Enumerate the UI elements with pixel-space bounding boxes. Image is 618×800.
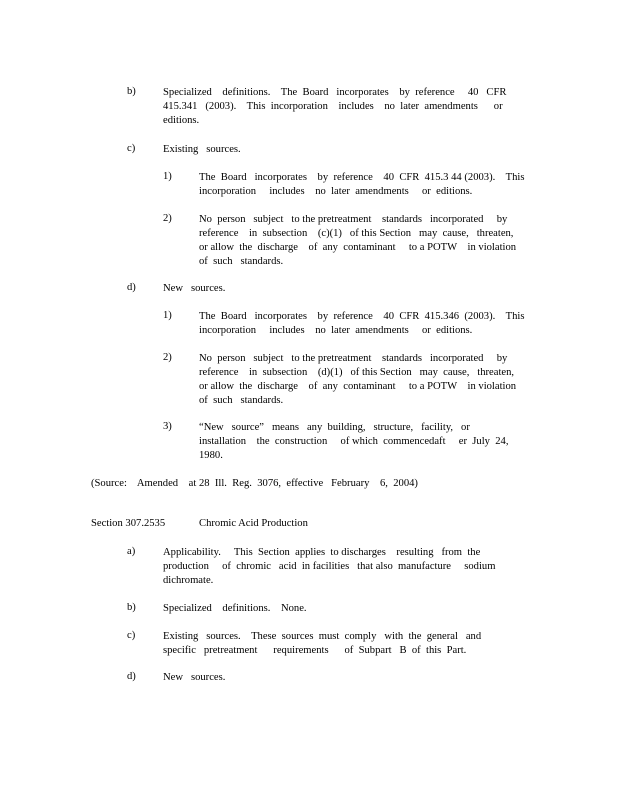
section-title: Chromic Acid Production [199, 518, 308, 529]
text-line: reference in subsection (d)(1) of this Section may cause, threaten, [199, 367, 515, 378]
paragraph-text [163, 546, 496, 588]
text-line: Existing sources. These sources must comply with the general and [163, 631, 482, 642]
paragraph-label: d) [127, 671, 136, 682]
paragraph-label: b) [127, 86, 136, 97]
paragraph-text [163, 630, 488, 658]
text-line: 415.341 (2003). This incorporation includes no later amendments or [163, 101, 503, 112]
subparagraph-label: 3) [163, 421, 172, 432]
paragraph-text [163, 86, 507, 128]
subparagraph-text [199, 310, 525, 338]
text-line: or allow the discharge of any contaminant to a POTW in violation [199, 242, 517, 253]
source-note-text: (Source: Amended at 28 Ill. Reg. 3076, effective February 6, 2004) [91, 478, 418, 489]
text-line: Applicability. This Section applies to discharges resulting from the [163, 547, 481, 558]
text-line: New sources. [163, 283, 226, 294]
paragraph-label: d) [127, 282, 136, 293]
subparagraph-label: 2) [163, 352, 172, 363]
subparagraph-text [199, 421, 509, 463]
text-line: of such standards. [199, 395, 284, 406]
text-line: 1980. [199, 450, 223, 461]
paragraph-text [163, 143, 493, 157]
subparagraph-label: 1) [163, 171, 172, 182]
text-line: installation the construction of which commencedaft er July 24, [199, 436, 509, 447]
text-line: Existing sources. [163, 144, 241, 155]
text-line: The Board incorporates by reference 40 CFR 415.346 (2003). This [199, 311, 525, 322]
subparagraph-label: 2) [163, 213, 172, 224]
paragraph-text [163, 602, 488, 616]
paragraph-text [163, 282, 493, 296]
text-line: incorporation includes no later amendments or editions. [199, 186, 473, 197]
text-line: No person subject to the pretreatment standards incorporated by [199, 214, 508, 225]
paragraph-label: a) [127, 546, 136, 557]
subparagraph-text [199, 171, 525, 199]
subparagraph-text [199, 213, 517, 269]
text-line: New sources. [163, 672, 226, 683]
text-line: The Board incorporates by reference 40 CFR 415.3 44 (2003). This [199, 172, 525, 183]
text-line: “New source” means any building, structure, facility, or [199, 422, 470, 433]
section-number: Section 307.2535 [91, 518, 166, 529]
text-line: incorporation includes no later amendments or editions. [199, 325, 473, 336]
text-line: or allow the discharge of any contaminant to a POTW in violation [199, 381, 517, 392]
text-line: editions. [163, 115, 200, 126]
text-line: Specialized definitions. The Board incorporates by reference 40 CFR [163, 87, 507, 98]
source-note [91, 477, 418, 491]
text-line: Specialized definitions. None. [163, 603, 307, 614]
text-line: No person subject to the pretreatment standards incorporated by [199, 353, 508, 364]
text-line: production of chromic acid in facilities that also manufacture sodium [163, 561, 496, 572]
text-line: dichromate. [163, 575, 214, 586]
text-line: specific pretreatment requirements of Subpart B of this Part. [163, 645, 467, 656]
text-line: of such standards. [199, 256, 284, 267]
paragraph-label: b) [127, 602, 136, 613]
paragraph-label: c) [127, 630, 136, 641]
subparagraph-text [199, 352, 517, 408]
paragraph-label: c) [127, 143, 136, 154]
text-line: reference in subsection (c)(1) of this Section may cause, threaten, [199, 228, 514, 239]
paragraph-text [163, 671, 488, 685]
subparagraph-label: 1) [163, 310, 172, 321]
